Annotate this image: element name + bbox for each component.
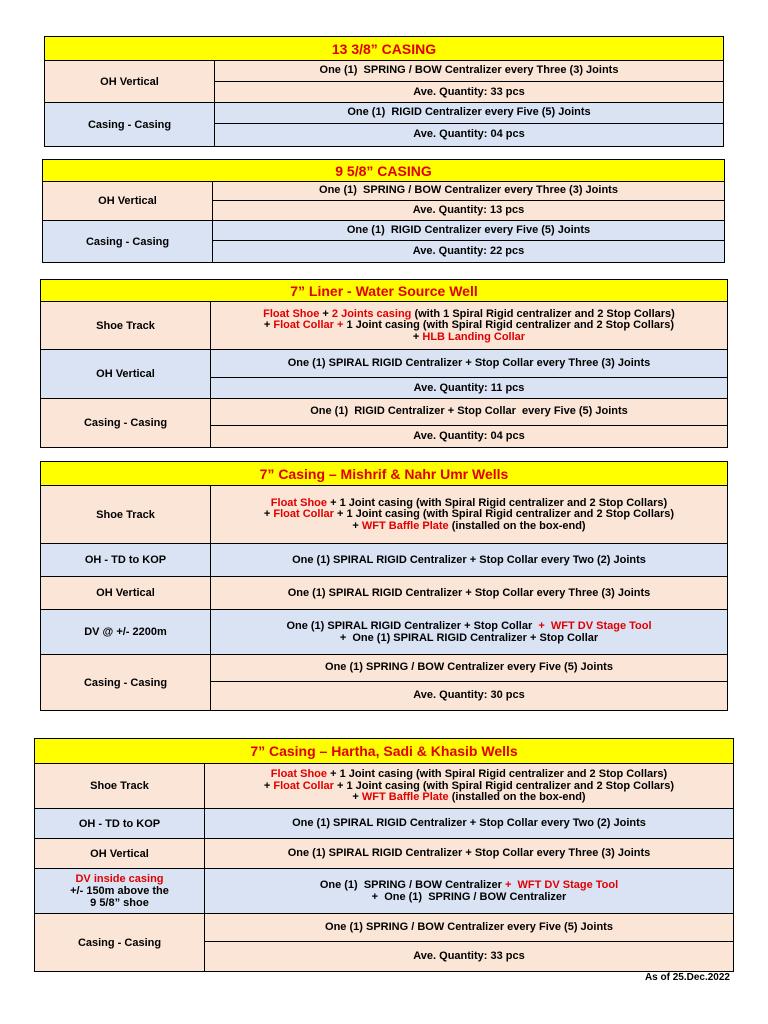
- text-segment: + 1 Joint casing (with Spiral Rigid centralizer and 2 Stop Collars): [333, 779, 675, 792]
- text-segment: +/- 150m above the: [70, 885, 169, 897]
- text-line: [90, 848, 149, 860]
- text-segment: Casing - Casing: [83, 417, 168, 429]
- table-title: 7” Casing – Hartha, Sadi & Khasib Wells: [35, 739, 733, 764]
- text-segment: + One (1) SPIRAL RIGID Centralizer + Stop Collar: [339, 631, 599, 644]
- table-cell: [211, 682, 727, 710]
- text-line: [286, 633, 651, 645]
- table-cell: [205, 914, 733, 942]
- table-cell: [205, 869, 733, 914]
- text-line: [413, 690, 524, 702]
- row-label: [35, 869, 205, 913]
- text-segment: Shoe Track: [90, 780, 149, 792]
- text-line: [84, 626, 167, 638]
- text-segment: +: [319, 307, 332, 320]
- row-label: [43, 221, 213, 262]
- text-segment: Ave. Quantity: 11 pcs: [413, 381, 525, 394]
- highlighted-text: Float Collar: [273, 779, 334, 792]
- table-cell: [215, 124, 723, 146]
- table-title: 7” Casing – Mishrif & Nahr Umr Wells: [41, 462, 727, 486]
- highlighted-text: Float Collar +: [273, 319, 344, 332]
- text-segment: One (1) RIGID Centralizer every Five (5) Joints: [346, 223, 591, 236]
- text-line: [413, 431, 524, 443]
- table-cell: [213, 182, 724, 201]
- text-segment: One (1) SPIRAL RIGID Centralizer + Stop Collar every Two (2) Joints: [292, 817, 646, 830]
- table-row: [45, 61, 723, 103]
- table-cell: [215, 61, 723, 82]
- text-segment: + 1 Joint casing (with Spiral Rigid centralizer and 2 Stop Collars): [333, 508, 675, 521]
- highlighted-text: + WFT DV Stage Tool: [505, 879, 619, 891]
- table-cell: [211, 399, 727, 426]
- text-segment: One (1) RIGID Centralizer + Stop Collar every Five (5) Joints: [310, 405, 628, 418]
- table-cell: [211, 577, 727, 610]
- text-line: [320, 65, 619, 77]
- text-line: [96, 320, 155, 332]
- text-line: [320, 892, 618, 904]
- table-cell: [211, 426, 727, 447]
- table-cell: [213, 201, 724, 221]
- table-cell: [205, 839, 733, 869]
- text-segment: OH - TD to KOP: [78, 817, 161, 830]
- highlighted-text: 2 Joints casing: [331, 307, 412, 320]
- text-line: [288, 358, 651, 370]
- text-line: [292, 555, 646, 567]
- text-line: [96, 587, 155, 599]
- row-label: [35, 914, 205, 971]
- text-segment: 9 5/8” shoe: [90, 897, 149, 909]
- text-segment: OH Vertical: [96, 587, 155, 599]
- highlighted-text: Float Shoe: [263, 307, 320, 320]
- table-7-liner-water-source-well: [40, 279, 728, 448]
- table-cell: [211, 610, 727, 655]
- text-segment: (with 1 Spiral Rigid centralizer and 2 Stop Collars): [411, 307, 675, 320]
- text-segment: OH Vertical: [98, 195, 157, 207]
- text-line: [84, 417, 167, 429]
- text-line: [413, 205, 524, 217]
- text-segment: (installed on the box-end): [448, 791, 586, 804]
- text-segment: OH Vertical: [96, 368, 155, 380]
- row-label: [35, 809, 205, 838]
- text-segment: Ave. Quantity: 04 pcs: [413, 128, 525, 141]
- text-line: [86, 236, 169, 248]
- text-line: [88, 119, 171, 131]
- text-segment: One (1) RIGID Centralizer every Five (5) Joints: [347, 106, 591, 119]
- text-line: [414, 383, 525, 395]
- highlighted-text: Float Collar: [273, 508, 334, 521]
- text-line: [79, 818, 160, 830]
- table-title: 7” Liner - Water Source Well: [41, 280, 727, 302]
- highlighted-text: Float Shoe: [270, 768, 328, 781]
- table-row: [41, 655, 727, 710]
- table-title: 13 3/8” CASING: [45, 37, 723, 61]
- table-row: [43, 221, 724, 262]
- text-segment: One (1) SPRING / BOW Centralizer every Five (5) Joints: [325, 661, 613, 674]
- table-cell: [211, 544, 727, 577]
- text-segment: OH - TD to KOP: [84, 554, 167, 566]
- text-segment: One (1) SPIRAL RIGID Centralizer + Stop Collar every Two (2) Joints: [292, 553, 646, 566]
- text-segment: Shoe Track: [96, 319, 155, 332]
- table-cell: [215, 82, 723, 103]
- table-row: [41, 610, 727, 655]
- text-segment: + 1 Joint casing (with Spiral Rigid centralizer and 2 Stop Collars): [327, 496, 668, 509]
- text-line: [96, 368, 155, 380]
- table-13-3-8-casing: [44, 36, 724, 147]
- text-segment: Ave. Quantity: 13 pcs: [412, 204, 525, 217]
- table-title: 9 5/8” CASING: [43, 160, 724, 182]
- text-line: [288, 848, 651, 860]
- text-line: [264, 792, 674, 804]
- text-line: [347, 225, 590, 237]
- text-segment: Shoe Track: [96, 508, 155, 521]
- row-label: [41, 350, 211, 398]
- text-line: [413, 951, 524, 963]
- table-7-casing-mishrif-nahr-umr-wells: [40, 461, 728, 711]
- text-segment: One (1) SPRING / BOW Centralizer every Five (5) Joints: [325, 920, 613, 933]
- highlighted-text: WFT Baffle Plate: [361, 791, 449, 804]
- text-line: [319, 185, 618, 197]
- table-row: [41, 302, 727, 350]
- highlighted-text: HLB Landing Collar: [422, 330, 526, 343]
- table-cell: [211, 486, 727, 544]
- text-segment: OH Vertical: [100, 75, 159, 88]
- table-row: [41, 350, 727, 399]
- text-line: [347, 107, 590, 119]
- table-row: [35, 764, 733, 809]
- row-label: [41, 399, 211, 447]
- text-segment: +: [263, 319, 274, 332]
- text-line: [288, 588, 651, 600]
- text-line: [78, 937, 161, 949]
- text-line: [413, 87, 524, 99]
- text-line: [85, 554, 166, 566]
- row-label: [45, 103, 215, 146]
- table-row: [35, 869, 733, 914]
- row-label: [41, 544, 211, 576]
- text-segment: Ave. Quantity: 30 pcs: [413, 689, 525, 702]
- table-cell: [213, 241, 724, 262]
- text-line: [264, 521, 674, 533]
- table-row: [45, 103, 723, 146]
- table-cell: [211, 378, 727, 399]
- text-segment: Ave. Quantity: 33 pcs: [413, 949, 525, 962]
- table-row: [35, 809, 733, 839]
- table-row: [41, 399, 727, 447]
- text-line: [84, 677, 167, 689]
- table-row: [41, 577, 727, 610]
- table-cell: [211, 655, 727, 682]
- row-label: [41, 655, 211, 710]
- text-segment: +: [263, 508, 274, 521]
- text-segment: +: [412, 330, 423, 343]
- text-line: [90, 780, 149, 792]
- text-segment: + One (1) SPRING / BOW Centralizer: [371, 890, 567, 903]
- text-segment: Casing - Casing: [85, 235, 170, 248]
- text-line: [310, 406, 628, 418]
- row-label: [41, 577, 211, 609]
- text-segment: Casing - Casing: [87, 118, 172, 131]
- text-segment: +: [352, 791, 362, 804]
- text-line: [100, 76, 159, 88]
- text-segment: +: [352, 519, 362, 532]
- text-line: [70, 885, 169, 897]
- highlighted-text: Float Shoe: [270, 496, 328, 509]
- table-cell: [205, 809, 733, 839]
- text-segment: Ave. Quantity: 04 pcs: [413, 429, 525, 442]
- table-9-5-8-casing: [42, 159, 725, 263]
- text-segment: One (1) SPRING / BOW Centralizer every Three (3) Joints: [319, 64, 619, 77]
- text-line: [70, 897, 169, 909]
- row-label: [35, 839, 205, 868]
- table-cell: [215, 103, 723, 124]
- text-line: [96, 509, 155, 521]
- table-row: [41, 486, 727, 544]
- text-segment: +: [263, 779, 274, 792]
- row-label: [41, 486, 211, 543]
- row-label: [43, 182, 213, 220]
- table-cell: [211, 350, 727, 378]
- text-segment: One (1) SPRING / BOW Centralizer every Three (3) Joints: [319, 184, 618, 197]
- text-line: [70, 873, 169, 885]
- row-label: [41, 610, 211, 654]
- text-line: [413, 246, 524, 258]
- text-line: [98, 195, 157, 207]
- text-line: [292, 818, 646, 830]
- row-label: [45, 61, 215, 102]
- table-cell: [213, 221, 724, 241]
- row-label: [35, 764, 205, 808]
- row-label: [41, 302, 211, 349]
- date-footer: As of 25.Dec.2022: [644, 972, 730, 983]
- text-line: [325, 922, 613, 934]
- highlighted-text: WFT Baffle Plate: [361, 519, 449, 532]
- text-segment: One (1) SPIRAL RIGID Centralizer + Stop Collar every Three (3) Joints: [287, 847, 651, 860]
- text-line: [325, 662, 613, 674]
- table-cell: [205, 764, 733, 809]
- text-segment: OH Vertical: [90, 847, 149, 860]
- text-segment: Ave. Quantity: 33 pcs: [413, 85, 525, 98]
- highlighted-text: + WFT DV Stage Tool: [538, 620, 652, 632]
- text-segment: One (1) SPIRAL RIGID Centralizer + Stop Collar every Three (3) Joints: [287, 356, 651, 369]
- highlighted-text: DV inside casing: [75, 873, 164, 885]
- table-row: [41, 544, 727, 577]
- table-cell: [205, 942, 733, 971]
- text-segment: Ave. Quantity: 22 pcs: [412, 244, 525, 257]
- table-7-casing-hartha-sadi-khasib-wells: [34, 738, 734, 972]
- text-segment: + 1 Joint casing (with Spiral Rigid centralizer and 2 Stop Collars): [327, 768, 668, 781]
- text-segment: Casing - Casing: [83, 676, 168, 689]
- text-segment: DV @ +/- 2200m: [84, 626, 167, 638]
- text-line: [413, 129, 524, 141]
- table-row: [35, 839, 733, 869]
- table-cell: [211, 302, 727, 350]
- table-row: [43, 182, 724, 221]
- text-segment: (installed on the box-end): [448, 519, 586, 532]
- text-segment: One (1) SPIRAL RIGID Centralizer + Stop Collar: [286, 620, 539, 632]
- text-line: [263, 332, 675, 344]
- text-segment: One (1) SPRING / BOW Centralizer: [319, 879, 506, 891]
- table-row: [35, 914, 733, 971]
- text-segment: Casing - Casing: [77, 936, 162, 949]
- text-segment: 1 Joint casing (with Spiral Rigid centralizer and 2 Stop Collars): [343, 319, 675, 332]
- text-segment: One (1) SPIRAL RIGID Centralizer + Stop Collar every Three (3) Joints: [287, 586, 651, 599]
